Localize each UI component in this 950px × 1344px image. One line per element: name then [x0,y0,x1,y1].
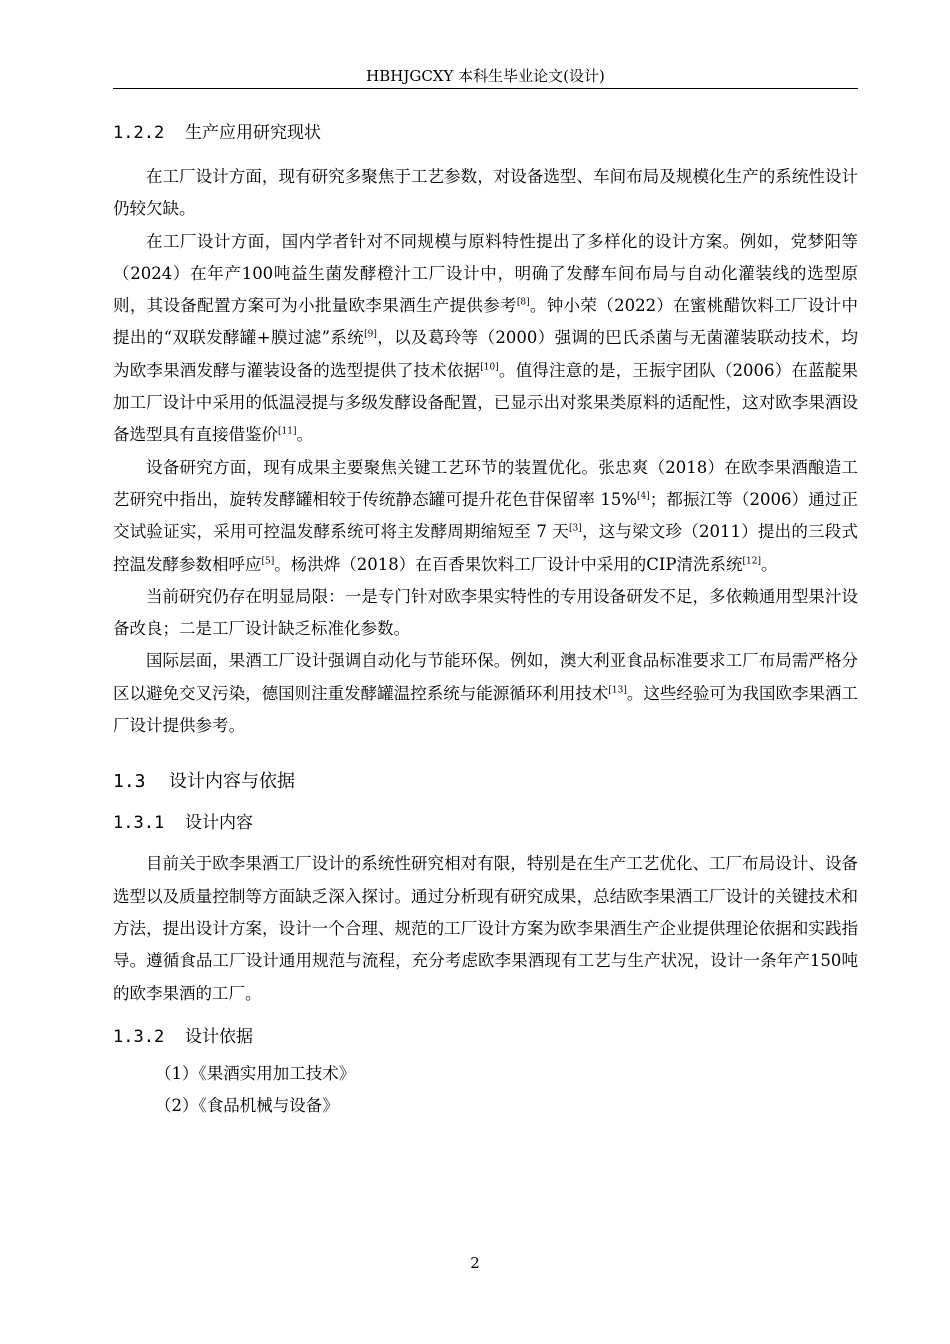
citation: [9] [364,329,377,340]
citation: [10] [480,362,499,373]
citation: [3] [569,523,582,534]
text-run: ，以及葛玲等（2000）强调的巴氏杀菌与无菌灌装联动技术，均为欧李果酒发酵与灌装设备的选型提供了技术依据 [113,328,858,380]
heading-number: 1.3.1 [113,813,165,834]
heading-number: 1.2.2 [113,123,165,143]
heading-1-3-1 [113,810,858,836]
citation: [8] [516,297,530,308]
paragraph [113,226,858,452]
citation: [13] [608,685,627,696]
text-run: 。值得注意的是，王振宇团队（2006）在蓝靛果加工厂设计中采用的低温浸提与多级发酵设备配置，已显示出对浆果类原料的适配性，这对欧李果酒设备选型具有直接借鉴价 [113,360,858,445]
citation: [4] [637,491,650,502]
citation: [5] [261,556,275,567]
paragraph: 目前关于欧李果酒工厂设计的系统性研究相对有限，特别是在生产工艺优化、工厂布局设计、设备选型以及质量控制等方面缺乏深入探讨。通过分析现有研究成果，总结欧李果酒工厂设计的关键技术和方法，提出设计方案，设计一个合理、规范的工厂设计方案为欧李果酒生产企业提供理论依据和实践指导。遵循食品工厂设计通用规范与流程，充分考虑欧李果酒现有工艺与生产状况，设计一条年产150吨的欧李果酒的工厂。 [113,854,858,1003]
text-run: 国际层面，果酒工厂设计强调自动化与节能环保。例如，澳大利亚食品标准要求工厂布局需严格分区以避免交叉污染，德国则注重发酵罐温控系统与能源循环利用技术 [113,651,858,703]
text-run: 。 [296,425,313,445]
heading-1-3 [113,768,858,796]
text-run: ，这与梁文珍（2011）提出的三段式控温发酵参数相呼应 [113,522,858,574]
citation: [11] [278,426,297,437]
text-run: 。杨洪烨（2018）在百香果饮料工厂设计中采用的CIP清洗系统 [274,554,743,574]
heading-text: 生产应用研究现状 [185,123,321,143]
paragraph: 当前研究仍存在明显局限：一是专门针对欧李果实特性的专用设备研发不足，多依赖通用型果汁设备改良；二是工厂设计缺乏标准化参数。 [113,586,858,639]
text-run: 设备研究方面，现有成果主要聚焦关键工艺环节的装置优化。张忠爽（2018）在欧李果酒酿造工艺研究中指出，旋转发酵罐相较于传统静态罐可提升花色苷保留率 15% [113,457,858,509]
heading-text: 设计内容 [185,813,253,834]
text-run: 在工厂设计方面，国内学者针对不同规模与原料特性提出了多样化的设计方案。例如，党梦阳等（2024）在年产100吨益生菌发酵橙汁工厂设计中，明确了发酵车间布局与自动化灌装线的选型原则，其设备配置方案可为小批量欧李果酒生产提供参考 [113,231,858,316]
heading-text: 设计依据 [185,1026,253,1047]
heading-number: 1.3 [113,771,146,793]
text-run: 。钟小荣（2022）在蜜桃醋饮料工厂设计中提出的“双联发酵罐+膜过滤”系统 [113,296,858,348]
paragraph: 在工厂设计方面，现有研究多聚焦于工艺参数，对设备选型、车间布局及规模化生产的系统性设计仍较欠缺。 [113,167,858,219]
paragraph [113,645,858,742]
heading-number: 1.3.2 [113,1026,165,1047]
list-item: （1）《果酒实用加工技术》 [155,1063,356,1083]
page-body [113,120,858,1122]
text-run: ；都振江等（2006）通过正交试验证实，采用可控温发酵系统可将主发酵周期缩短至 7 天 [113,489,858,542]
text-run: 。 [760,554,778,574]
page-number: 2 [470,1254,480,1272]
header-rule [113,88,858,89]
list-item: （2）《食品机械与设备》 [155,1095,339,1115]
heading-text: 设计内容与依据 [169,771,295,793]
paragraph [113,452,858,581]
heading-1-3-2 [113,1024,858,1050]
heading-1-2-2 [113,120,858,146]
text-run: 。这些经验可为我国欧李果酒工厂设计提供参考。 [113,683,859,736]
running-header: HBHJGCXY 本科生毕业论文(设计) [366,67,605,85]
citation: [12] [742,556,761,567]
